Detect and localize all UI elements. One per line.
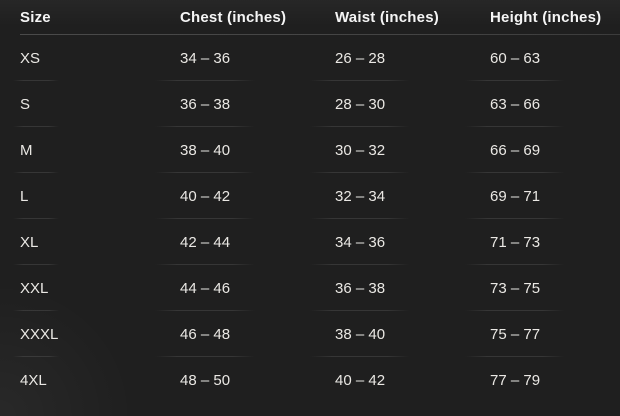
cell-size: S xyxy=(20,81,180,127)
cell-size: XS xyxy=(20,35,180,81)
cell-size: XXL xyxy=(20,265,180,311)
column-header-size: Size xyxy=(20,8,51,26)
cell-waist: 32 – 34 xyxy=(335,173,490,219)
cell-size: XL xyxy=(20,219,180,265)
cell-height: 66 – 69 xyxy=(490,127,620,173)
table-row-xxxl xyxy=(20,311,620,357)
cell-chest: 48 – 50 xyxy=(180,371,231,389)
cell-size: XXXL xyxy=(20,311,180,357)
table-row-xl xyxy=(20,219,620,265)
cell-waist: 30 – 32 xyxy=(335,127,490,173)
cell-height: 63 – 66 xyxy=(490,81,620,127)
cell-chest: 36 – 38 xyxy=(180,81,335,127)
cell-waist: 38 – 40 xyxy=(335,311,490,357)
cell-height: 60 – 63 xyxy=(490,35,620,81)
cell-height: 69 – 71 xyxy=(490,173,620,219)
cell-height: 75 – 77 xyxy=(490,311,620,357)
cell-height: 71 – 73 xyxy=(490,219,620,265)
table-row-xs xyxy=(20,35,620,81)
cell-size: 4XL xyxy=(20,371,47,389)
cell-waist: 28 – 30 xyxy=(335,81,490,127)
cell-chest: 38 – 40 xyxy=(180,127,335,173)
cell-chest: 44 – 46 xyxy=(180,265,335,311)
cell-size: M xyxy=(20,127,180,173)
cell-chest: 46 – 48 xyxy=(180,311,335,357)
cell-waist: 40 – 42 xyxy=(335,371,386,389)
cell-waist: 36 – 38 xyxy=(335,265,490,311)
table-row-l xyxy=(20,173,620,219)
column-header-height: Height (inches) xyxy=(490,8,602,26)
column-header-chest: Chest (inches) xyxy=(180,8,287,26)
table-row-m xyxy=(20,127,620,173)
cell-chest: 34 – 36 xyxy=(180,35,335,81)
cell-height: 77 – 79 xyxy=(490,371,541,389)
column-header-waist: Waist (inches) xyxy=(335,8,439,26)
table-row-s xyxy=(20,81,620,127)
table-row-4xl xyxy=(20,357,620,403)
cell-size: L xyxy=(20,173,180,219)
table-header-row xyxy=(20,0,620,34)
cell-chest: 42 – 44 xyxy=(180,219,335,265)
cell-height: 73 – 75 xyxy=(490,265,620,311)
cell-chest: 40 – 42 xyxy=(180,173,335,219)
cell-waist: 26 – 28 xyxy=(335,35,490,81)
cell-waist: 34 – 36 xyxy=(335,219,490,265)
table-row-xxl xyxy=(20,265,620,311)
